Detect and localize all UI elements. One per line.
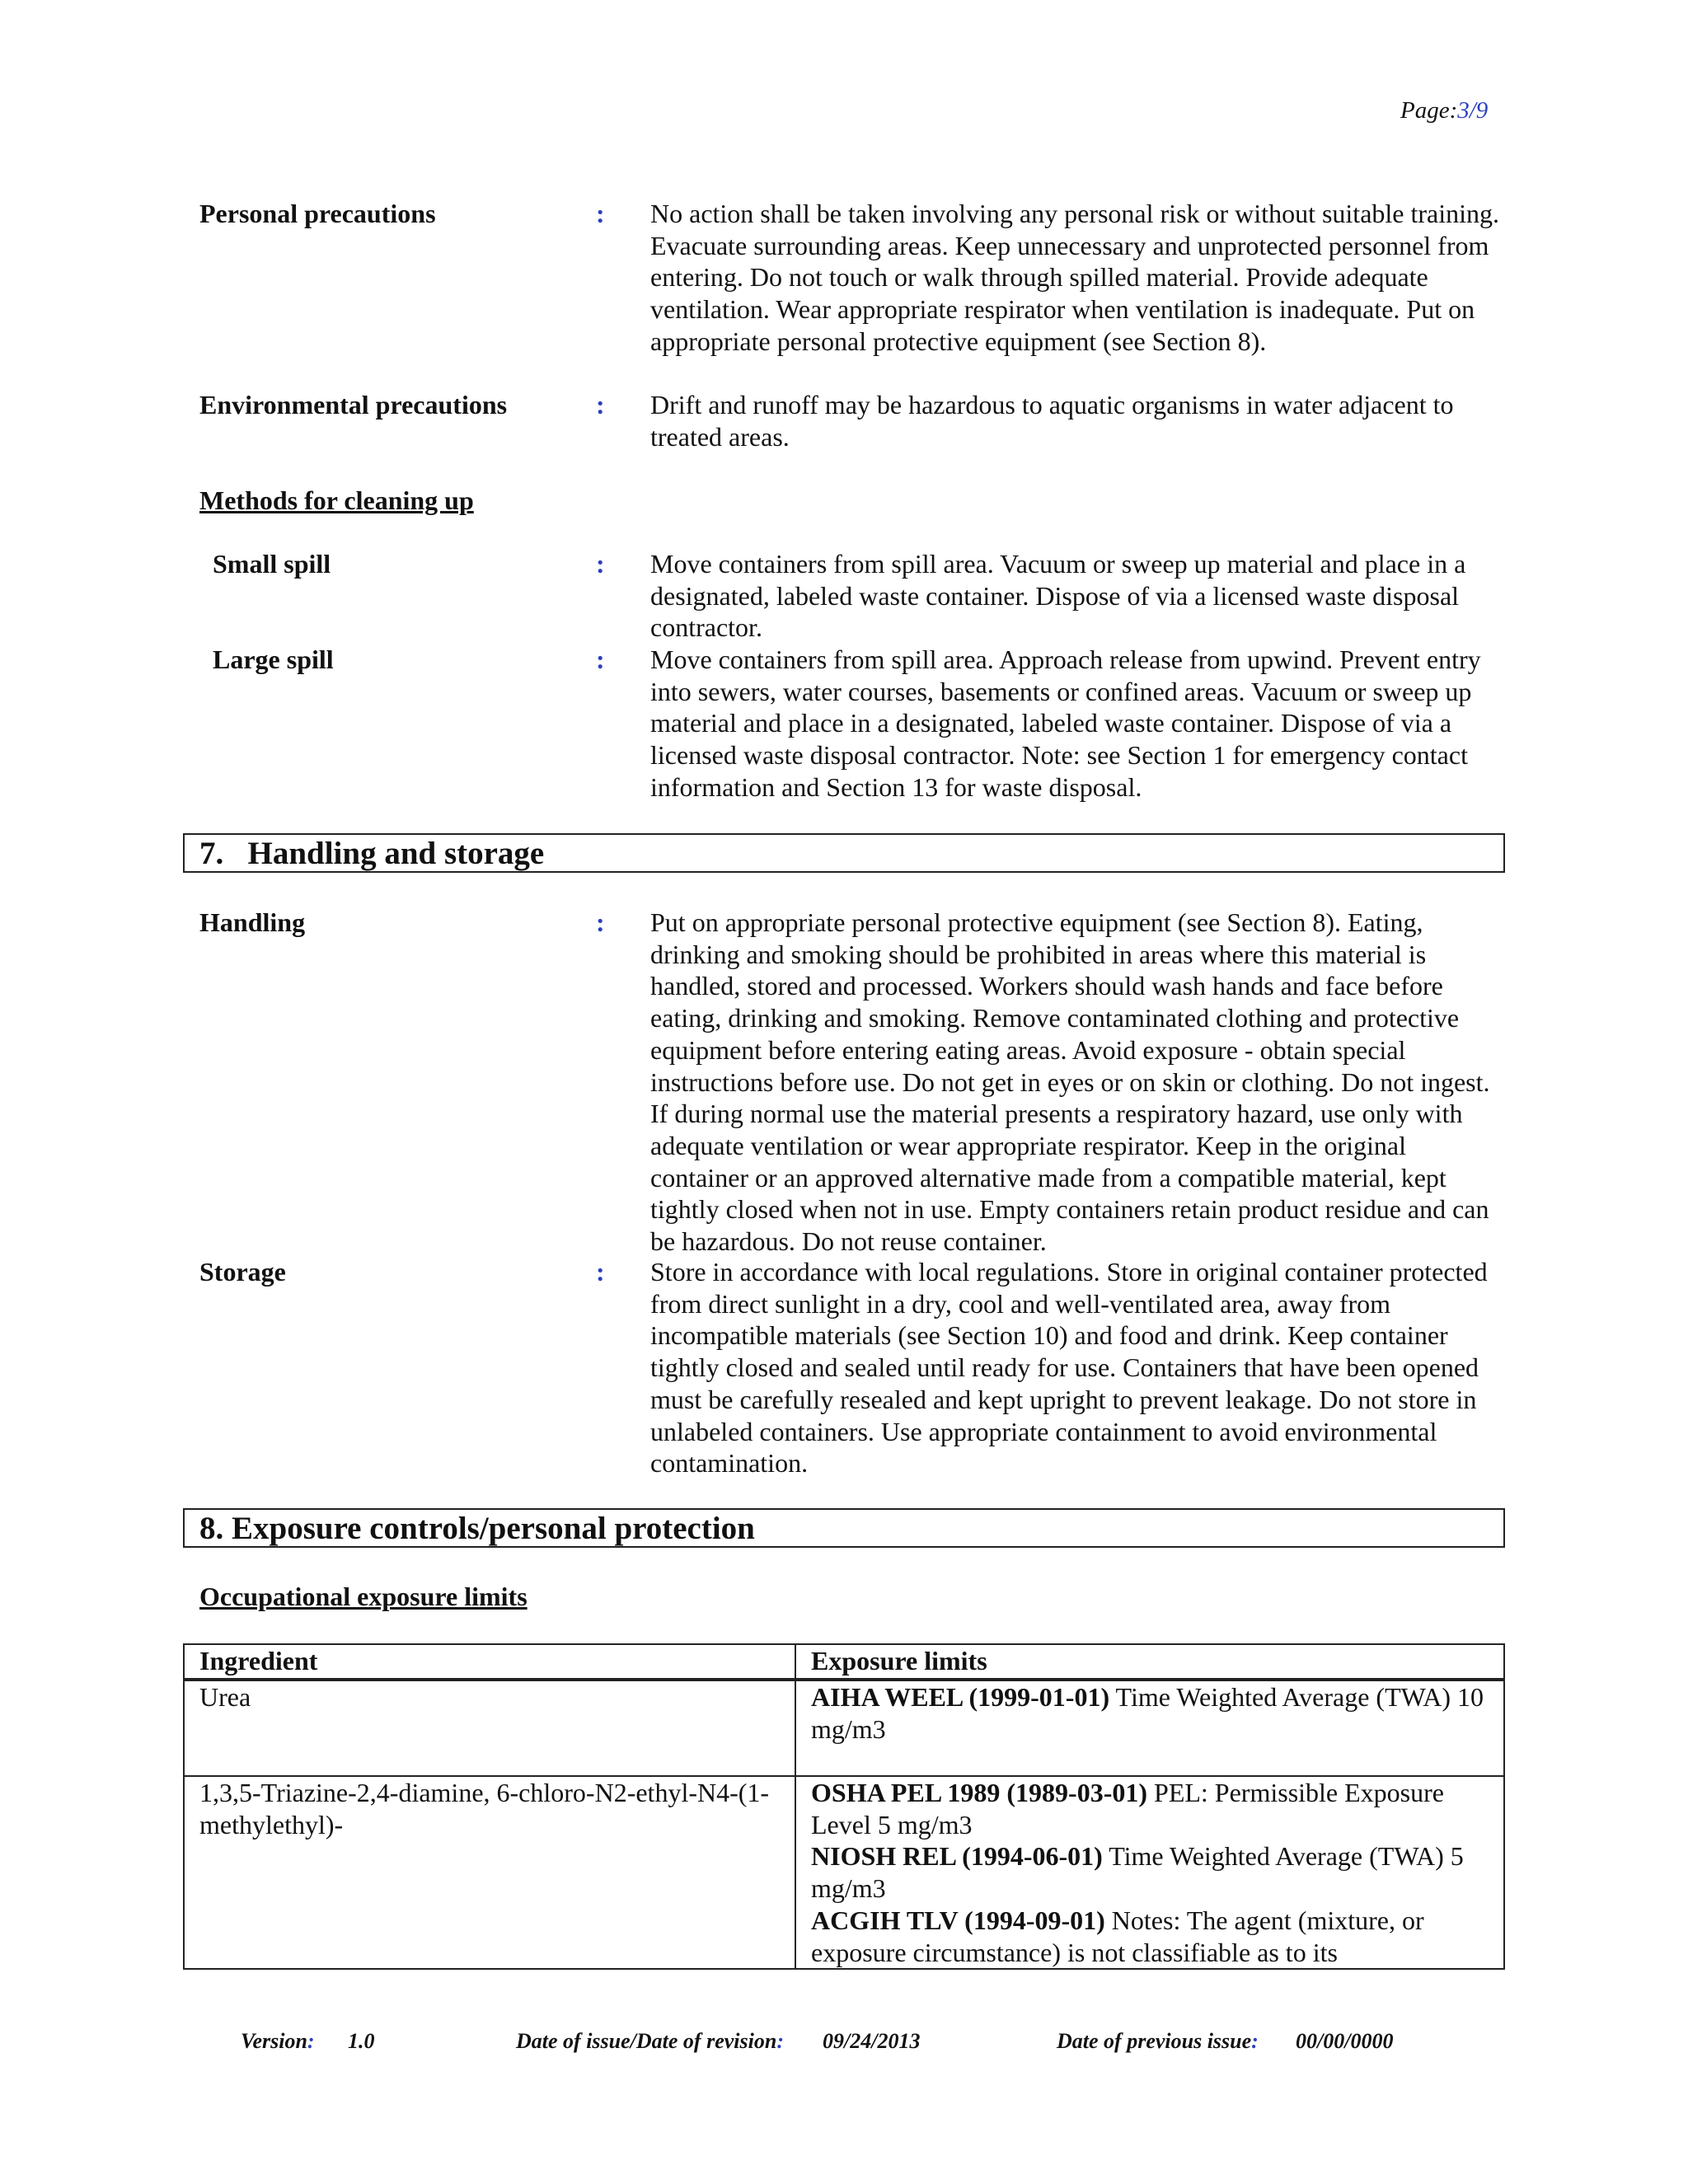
ingredient-cell: Urea [184,1680,795,1776]
limit-detail: Time Weighted Average (TWA) 5 mg/m3 [811,1841,1464,1904]
page-prefix: Page: [1400,97,1458,124]
large-spill-text: Move containers from spill area. Approach release from upwind. Prevent entry into sewers, water courses, basements or confined areas. Vacuum or sweep up material and place in a designated, labeled waste container. Dispose of via a licensed waste disposal contractor. Note: see Section 1 for emergency contact information and Section 13 for waste disposal. [650,644,1481,802]
handling-text: Put on appropriate personal protective equipment (see Section 8). Eating, drinking and smoking should be prohibited in areas where this material is handled, stored and processed. Workers should wash hands and face before eating, drinking and smoking. Remove contaminated clothing and protective equipment before entering eating areas. Avoid exposure - obtain special instructions before use. Do not get in eyes or on skin or clothing. Do not ingest. If during normal use the material presents a respiratory hazard, use only with adequate ventilation or wear appropriate respirator. Keep in the original container or an approved alternative made from a compatible material, kept tightly closed when not in use. Empty containers retain product residue and can be hazardous. Do not reuse container. [650,907,1490,1257]
page-number [1400,97,1488,124]
section-8-header [183,1508,1505,1548]
limit-entry [811,1777,1490,1840]
storage-label: Storage [199,1257,286,1286]
limit-source: AIHA WEEL (1999-01-01) [811,1682,1110,1712]
footer-version [241,2029,315,2054]
version-label: Version: [241,2029,315,2053]
footer-previous-issue [1057,2029,1259,2054]
issue-date-label: Date of issue/Date of revision: [516,2029,784,2053]
limit-detail: Notes: The agent (mixture, or exposure circumstance) is not classifiable as to its [811,1905,1424,1967]
previous-issue-value: 00/00/0000 [1296,2029,1394,2053]
table-header-row [184,1644,1504,1680]
table-row [184,1680,1504,1776]
exposure-limits-cell [795,1680,1504,1776]
exposure-limits-cell [795,1776,1504,1969]
handling-label: Handling [199,907,306,937]
limit-entry [811,1840,1490,1904]
page-number-value: 3/9 [1457,97,1489,124]
personal-precautions-colon: : [596,199,605,228]
exposure-limits-table [183,1643,1505,1970]
section-7-title: 7. Handling and storage [199,836,545,871]
environmental-precautions-colon: : [596,390,605,419]
limit-detail: Time Weighted Average (TWA) 10 mg/m3 [811,1682,1484,1744]
limit-source: ACGIH TLV (1994-09-01) [811,1905,1105,1935]
exposure-limits-column-header: Exposure limits [795,1644,1504,1680]
storage-colon: : [596,1257,605,1286]
environmental-precautions-text: Drift and runoff may be hazardous to aquatic organisms in water adjacent to treated areas. [650,390,1454,452]
environmental-precautions-label: Environmental precautions [199,390,508,419]
limit-entry [811,1681,1490,1745]
limit-source: OSHA PEL 1989 (1989-03-01) [811,1778,1148,1807]
issue-date-value: 09/24/2013 [823,2029,921,2053]
ingredient-column-header: Ingredient [184,1644,795,1680]
section-8-title: 8. Exposure controls/personal protection [199,1511,755,1546]
version-value: 1.0 [348,2029,375,2053]
large-spill-colon: : [596,644,605,674]
small-spill-label: Small spill [213,549,331,579]
small-spill-text: Move containers from spill area. Vacuum or sweep up material and place in a designated, labeled waste container. Dispose of via a licensed waste disposal contractor. [650,549,1466,643]
personal-precautions-label: Personal precautions [199,199,436,228]
handling-colon: : [596,907,605,937]
section-7-header [183,833,1505,873]
personal-precautions-text: No action shall be taken involving any personal risk or without suitable training. Evacuate surrounding areas. Keep unnecessary and unprotected personnel from entering. Do not touch or walk through spilled material. Provide adequate ventilation. Wear appropriate respirator when ventilation is inadequate. Put on appropriate personal protective equipment (see Section 8). [650,199,1500,356]
previous-issue-label: Date of previous issue: [1057,2029,1259,2053]
small-spill-colon: : [596,549,605,579]
ingredient-cell: 1,3,5-Triazine-2,4-diamine, 6-chloro-N2-ethyl-N4-(1-methylethyl)- [184,1776,795,1969]
storage-text: Store in accordance with local regulations. Store in original container protected from direct sunlight in a dry, cool and well-ventilated area, away from incompatible materials (see Section 10) and food and drink. Keep container tightly closed and sealed until ready for use. Containers that have been opened must be carefully resealed and kept upright to prevent leakage. Do not store in unlabeled containers. Use appropriate containment to avoid environmental contamination. [650,1257,1488,1479]
cleaning-methods-heading: Methods for cleaning up [199,485,474,515]
limit-entry [811,1905,1490,1968]
limit-detail: PEL: Permissible Exposure Level 5 mg/m3 [811,1778,1444,1840]
large-spill-label: Large spill [213,644,334,674]
limit-source: NIOSH REL (1994-06-01) [811,1841,1103,1872]
footer-issue-date [516,2029,784,2054]
exposure-limits-heading: Occupational exposure limits [199,1582,528,1611]
table-row [184,1776,1504,1969]
